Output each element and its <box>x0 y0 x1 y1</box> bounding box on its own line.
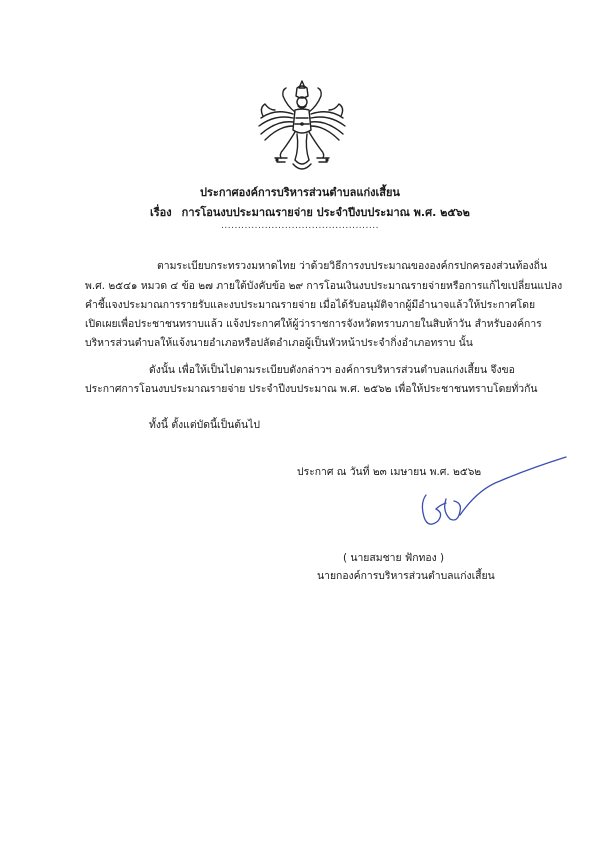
paragraph1-line-1: ตามระเบียบกระทรวงมหาดไทย ว่าด้วยวิธีการงบประมาณขององค์กรปกครองส่วนท้องถิ่น <box>157 260 548 272</box>
subject-text: การโอนงบประมาณรายจ่าย ประจำปีงบประมาณ พ.ศ. ๒๕๖๒ <box>181 206 470 219</box>
date-line: ประกาศ ณ วันที่ ๒๓ เมษายน พ.ศ. ๒๕๖๒ <box>297 466 482 478</box>
handwritten-signature <box>388 455 578 550</box>
subject-label: เรื่อง <box>150 206 172 219</box>
signer-position: นายกองค์การบริหารส่วนตำบลแก่งเสี้ยน <box>317 570 495 582</box>
paragraph2-line-1: ดังนั้น เพื่อให้เป็นไปตามระเบียบดังกล่าวฯ องค์การบริหารส่วนตำบลแก่งเสี้ยน จึงขอ <box>149 364 515 376</box>
paragraph2-line-2: ประกาศการโอนงบประมาณรายจ่าย ประจำปีงบประมาณ พ.ศ. ๒๕๖๒ เพื่อให้ประชาชนทราบโดยทั่วกัน <box>85 383 538 395</box>
paragraph1-line-2: พ.ศ. ๒๕๔๑ หมวด ๔ ข้อ ๒๗ ภายใต้บังคับข้อ ๒๙ การโอนเงินงบประมาณรายจ่ายหรือการแก้ไขเปลี่ยนแปลง <box>85 280 563 292</box>
title-separator: ............................................... <box>221 221 379 231</box>
paragraph1-line-4: เปิดเผยเพื่อประชาชนทราบแล้ว แจ้งประกาศให้ผู้ว่าราชการจังหวัดทราบภายในสิบห้าวัน สำหรับองค์การ <box>85 318 542 330</box>
paragraph1-line-5: บริหารส่วนตำบลให้แจ้งนายอำเภอหรือปลัดอำเภอผู้เป็นหัวหน้าประจำกิ่งอำเภอทราบ นั้น <box>85 337 473 349</box>
signer-name: ( นายสมชาย ฟักทอง ) <box>343 552 445 564</box>
closing-line: ทั้งนี้ ตั้งแต่บัดนี้เป็นต้นไป <box>149 419 260 431</box>
paragraph1-line-3: คำชี้แจงประมาณการรายรับและงบประมาณรายจ่าย เมื่อได้รับอนุมัติจากผู้มีอำนาจแล้วให้ประกาศโดย <box>85 299 536 311</box>
garuda-emblem-icon <box>255 78 349 176</box>
announcement-title: ประกาศองค์การบริหารส่วนตำบลแก่งเสี้ยน <box>200 186 400 199</box>
announcement-subject <box>150 203 470 221</box>
